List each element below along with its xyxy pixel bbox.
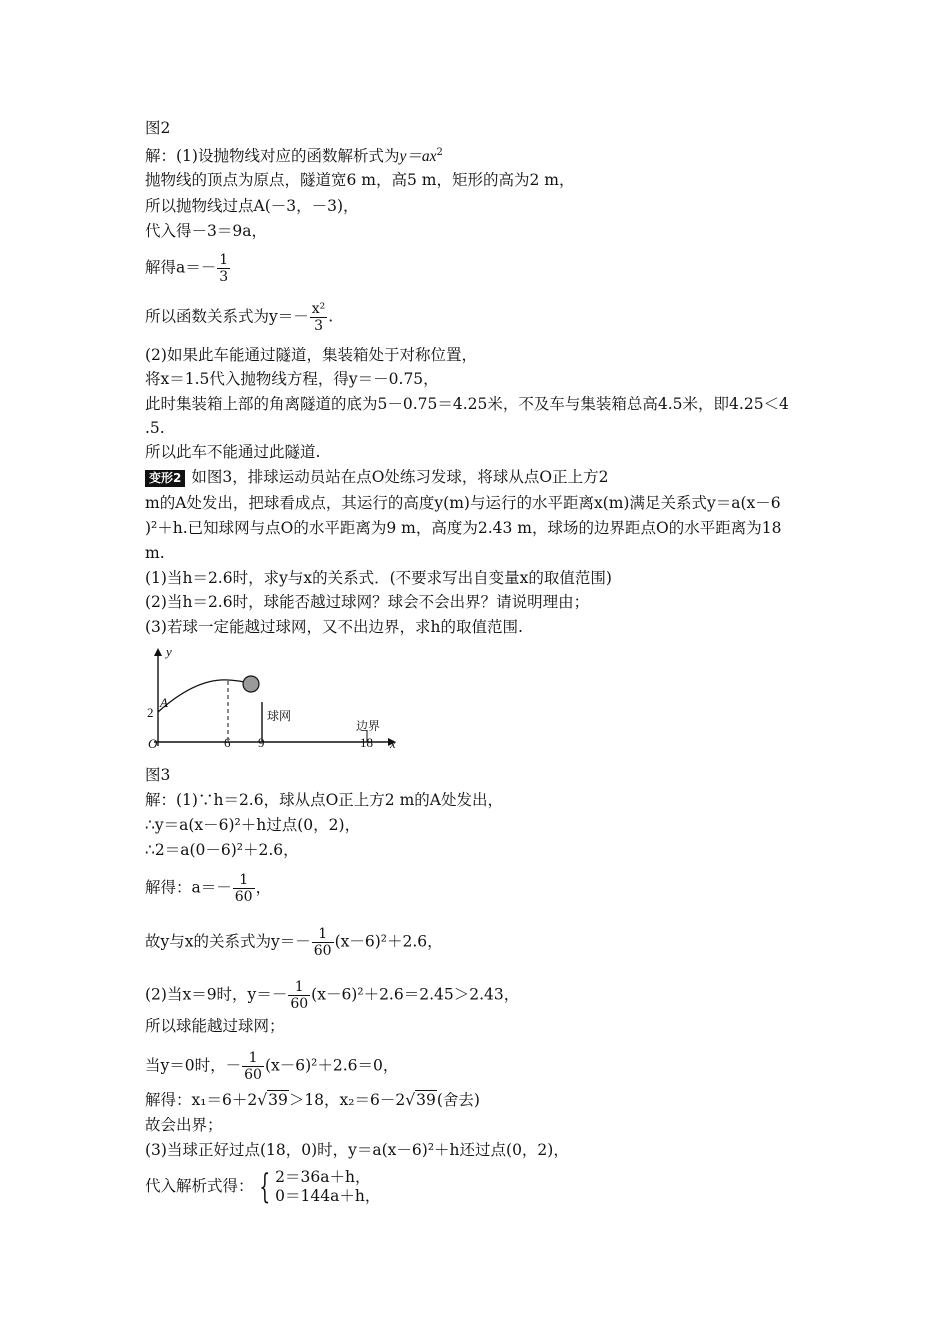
solution-1-line-7: (2)如果此车能通过隧道，集装箱处于对称位置， <box>145 346 477 364</box>
brace: { <box>258 1167 270 1207</box>
problem-line-1 <box>145 467 609 487</box>
text: 所以函数关系式为y＝－ <box>145 307 309 326</box>
point-a-label: A <box>160 695 168 710</box>
solution-1-line-6 <box>145 301 333 334</box>
equation-1: 2＝36a＋h， <box>275 1168 371 1186</box>
x-tick-6: 6 <box>224 735 231 750</box>
text: 解得：x₁＝6＋2 <box>145 1091 258 1109</box>
equation-system <box>275 1168 380 1206</box>
trajectory-figure <box>140 640 410 755</box>
fraction <box>242 1050 264 1083</box>
problem-line-3: )²＋h.已知球网与点O的水平距离为9 m，高度为2.43 m，球场的边界距点O的水平距离为18 <box>145 519 782 537</box>
y-axis-label: y <box>166 644 172 659</box>
variant-tag: 变形2 <box>145 470 185 487</box>
y-tick-2: 2 <box>147 705 154 720</box>
text: 当y＝0时，－ <box>145 1056 242 1075</box>
fraction <box>310 301 328 334</box>
text: (x－6)²＋2.6， <box>334 932 443 951</box>
question-3: (3)若球一定能越过球网，又不出边界，求h的取值范围. <box>145 618 523 636</box>
denominator: 60 <box>234 889 253 905</box>
denominator: 60 <box>313 943 332 959</box>
numerator: 1 <box>219 252 229 268</box>
figure-2-caption: 图2 <box>145 119 171 137</box>
text: ， <box>255 878 272 897</box>
question-2: (2)当h＝2.6时，球能否越过球网？球会不会出界？请说明理由； <box>145 593 590 611</box>
text: ＞18，x₂＝6－2 <box>288 1091 406 1109</box>
origin-label: O <box>148 736 158 751</box>
question-1: (1)当h＝2.6时，求y与x的关系式．(不要求写出自变量x的取值范围) <box>145 569 612 587</box>
x-tick-9: 9 <box>258 735 265 750</box>
solution-2-line-9 <box>145 1090 480 1110</box>
y-axis-arrow <box>154 648 162 656</box>
sqrt-sign: √ <box>257 1091 268 1109</box>
fraction <box>288 979 310 1012</box>
text: 代入解析式得： <box>145 1177 254 1195</box>
text: (舍去) <box>436 1091 480 1109</box>
solution-1-line-3: 所以抛物线过点A(－3，－3)， <box>145 197 359 215</box>
denominator: 3 <box>314 318 323 334</box>
solution-2-line-8 <box>145 1050 398 1083</box>
text: (2)当x＝9时，y＝－ <box>145 985 288 1004</box>
boundary-label: 边界 <box>356 719 381 733</box>
solution-2-line-3: ∴2＝a(0－6)²＋2.6， <box>145 841 299 859</box>
figure-3-caption: 图3 <box>145 766 171 784</box>
x-tick-18: 18 <box>360 735 373 750</box>
text: (x－6)²＋2.6＝2.45＞2.43， <box>311 985 520 1004</box>
sqrt-sign: √ <box>405 1091 416 1109</box>
denominator: 3 <box>219 269 229 285</box>
x-axis-label: x <box>390 736 396 751</box>
ball-path <box>158 680 251 712</box>
problem-line-2: m的A处发出，把球看成点，其运行的高度y(m)与运行的水平距离x(m)满足关系式y＝a(x－6 <box>145 494 781 512</box>
solution-2-line-11: (3)当球正好过点(18，0)时，y＝a(x－6)²＋h还过点(0，2)， <box>145 1141 569 1159</box>
solution-2-line-2: ∴y＝a(x－6)²＋h过点(0，2)， <box>145 816 361 834</box>
radicand: 39 <box>416 1091 436 1109</box>
text: 如图3，排球运动员站在点O处练习发球，将球从点O正上方2 <box>191 468 609 486</box>
solution-1-line-10: .5. <box>145 419 165 437</box>
math: y＝ax <box>399 148 437 166</box>
solution-2-line-12 <box>145 1168 380 1206</box>
numerator: 1 <box>233 872 255 889</box>
solution-2-line-5 <box>145 926 443 959</box>
text: 解：(1)设抛物线对应的函数解析式为 <box>145 147 400 166</box>
solution-2-line-1: 解：(1)∵h＝2.6，球从点O正上方2 m的A处发出， <box>145 791 503 809</box>
numerator: 1 <box>288 979 310 996</box>
solution-2-line-10: 故会出界； <box>145 1116 223 1134</box>
text: 解得：a＝－ <box>145 878 232 897</box>
problem-line-4: m. <box>145 544 165 562</box>
solution-2-line-7: 所以球能越过球网； <box>145 1017 285 1035</box>
numerator: 1 <box>312 926 334 943</box>
fraction <box>233 872 255 905</box>
text: (x－6)²＋2.6＝0， <box>264 1056 399 1075</box>
text: 故y与x的关系式为y＝－ <box>145 932 311 951</box>
equation-2: 0＝144a＋h， <box>275 1187 381 1205</box>
numerator: 1 <box>242 1050 264 1067</box>
solution-2-line-6 <box>145 979 519 1012</box>
solution-1-line-4: 代入得－3＝9a， <box>145 222 267 240</box>
solution-1-line-11: 所以此车不能通过此隧道. <box>145 443 321 461</box>
ball <box>243 676 259 692</box>
fraction <box>217 252 230 285</box>
solution-1-line-5 <box>145 252 231 285</box>
radicand: 39 <box>268 1091 288 1109</box>
solution-1-line-2: 抛物线的顶点为原点，隧道宽6 m，高5 m，矩形的高为2 m， <box>145 171 575 189</box>
denominator: 60 <box>290 996 309 1012</box>
net-label: 球网 <box>267 709 292 723</box>
solution-1-line-9: 此时集装箱上部的角离隧道的底为5－0.75＝4.25米，不及车与集装箱总高4.5米，即4.25＜4 <box>145 395 789 413</box>
denominator: 60 <box>244 1067 262 1083</box>
text: . <box>328 307 334 326</box>
solution-2-line-4 <box>145 872 271 905</box>
solution-1-line-1: 解：(1)设抛物线对应的函数解析式为$y=ax^2$ <box>145 147 443 166</box>
solution-1-line-8: 将x＝1.5代入抛物线方程，得y＝－0.75， <box>145 370 439 388</box>
numerator: x² <box>311 301 326 317</box>
text: 解得a＝－ <box>145 258 217 277</box>
fraction <box>312 926 334 959</box>
